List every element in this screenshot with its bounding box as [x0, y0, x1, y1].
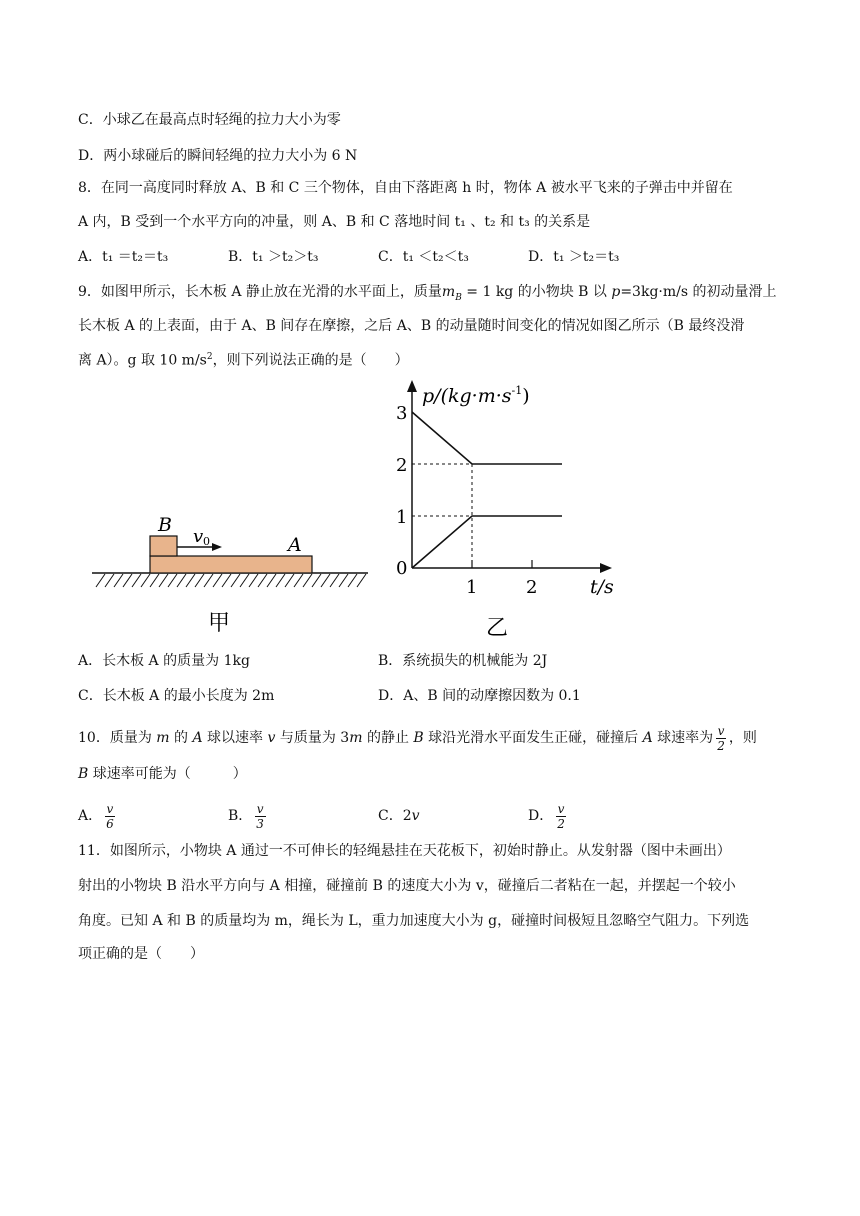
ground-hatch	[240, 574, 249, 587]
ground-hatch	[222, 574, 231, 587]
velocity-arrowhead	[212, 543, 222, 551]
ground-hatch	[150, 574, 159, 587]
y-tick-label-3: 3	[396, 403, 408, 424]
x-axis-label: t/s	[590, 576, 614, 598]
q10-option-a: A． $\frac{v}{6}$	[78, 801, 114, 831]
y-tick-label-1: 1	[396, 507, 408, 528]
q8-option-a: A．t₁ ＝t₂＝t₃	[78, 249, 169, 265]
x-tick-label-1: 1	[466, 577, 478, 598]
q8-option-d: D．t₁ ＞t₂＝t₃	[528, 249, 620, 265]
q10-stem-line2: B 球速率可能为（ ）	[78, 766, 247, 782]
ground-hatch	[168, 574, 177, 587]
q8-stem-line1: 8．在同一高度同时释放 A、B 和 C 三个物体，自由下落距离 h 时，物体 A 被水平飞来的子弹击中并留在	[78, 180, 733, 196]
y-axis-arrow	[407, 380, 417, 392]
q11-stem-line3: 角度。已知 A 和 B 的质量均为 m，绳长为 L，重力加速度大小为 g，碰撞时间极短且忽略空气阻力。下列选	[78, 913, 750, 929]
q11-stem-line2: 射出的小物块 B 沿水平方向与 A 相撞，碰撞前 B 的速度大小为 v，碰撞后二者粘在一起，并摆起一个较小	[78, 878, 736, 894]
q9-option-b: B．系统损失的机械能为 2J	[378, 653, 548, 669]
ground-hatch	[96, 574, 105, 587]
q10-option-d: D． $\frac{v}{2}$	[528, 801, 565, 831]
caption-yi: 乙	[486, 616, 509, 640]
ground-hatch	[231, 574, 240, 587]
label-a: A	[288, 534, 302, 556]
caption-jia: 甲	[208, 611, 231, 636]
ground-hatch	[303, 574, 312, 587]
y-axis-label: $p/(kg\cdot m\cdot s^{-1})$	[422, 384, 530, 407]
q7-option-d: D．两小球碰后的瞬间轻绳的拉力大小为 6 N	[78, 148, 358, 164]
ground-hatch	[159, 574, 168, 587]
q11-stem-line4: 项正确的是（ ）	[78, 946, 204, 962]
ground-hatch	[177, 574, 186, 587]
ground-hatch	[105, 574, 114, 587]
ground-hatch	[357, 574, 366, 587]
series-line-2	[412, 516, 562, 568]
ground-hatch	[114, 574, 123, 587]
block-b	[150, 536, 177, 556]
q10-option-c: C．2v	[378, 808, 420, 824]
ground-hatch	[330, 574, 339, 587]
figure-yi	[390, 378, 630, 640]
ground-hatch	[123, 574, 132, 587]
ground-hatch	[348, 574, 357, 587]
ground-hatch	[339, 574, 348, 587]
q8-stem-line2: A 内，B 受到一个水平方向的冲量，则 A、B 和 C 落地时间 t₁ 、t₂ 和 t₃ 的关系是	[78, 214, 591, 230]
q9-option-d: D．A、B 间的动摩擦因数为 0.1	[378, 688, 581, 704]
y-tick-label-2: 2	[396, 455, 408, 476]
label-b: B	[158, 514, 172, 536]
ground-hatch	[312, 574, 321, 587]
board-a	[150, 556, 312, 573]
label-v0: v	[193, 526, 204, 547]
q7-option-c: C．小球乙在最高点时轻绳的拉力大小为零	[78, 112, 341, 128]
label-v0-sub: 0	[203, 535, 210, 548]
x-axis-arrow	[600, 563, 612, 573]
q10-stem-line1: 10．质量为 m 的 A 球以速率 v 与质量为 3m 的静止 B 球沿光滑水平面发生正碰，碰撞后 A 球速率为 $\frac{v}{2}$ ，则	[78, 723, 757, 753]
series-line-1	[412, 412, 562, 464]
ground-hatch	[258, 574, 267, 587]
ground-hatch	[195, 574, 204, 587]
ground-hatch	[204, 574, 213, 587]
ground-hatch	[132, 574, 141, 587]
q11-stem-line1: 11．如图所示，小物块 A 通过一不可伸长的轻绳悬挂在天花板下，初始时静止。从发射器（图中未画出）	[78, 843, 731, 859]
ground-hatch	[186, 574, 195, 587]
q10-option-b: B． $\frac{v}{3}$	[228, 801, 264, 831]
ground-hatch	[321, 574, 330, 587]
ground-hatch	[141, 574, 150, 587]
origin-label: 0	[396, 558, 408, 579]
q9-option-a: A．长木板 A 的质量为 1kg	[78, 653, 250, 669]
ground-hatch	[276, 574, 285, 587]
q8-option-b: B．t₁ ＞t₂＞t₃	[228, 249, 319, 265]
ground-hatch	[249, 574, 258, 587]
x-tick-label-2: 2	[526, 577, 538, 598]
q9-option-c: C．长木板 A 的最小长度为 2m	[78, 688, 275, 704]
q9-stem-line1: 9．如图甲所示，长木板 A 静止放在光滑的水平面上，质量$m_B = 1$ kg 的小物块 B 以 p=3kg·m/s 的初动量滑上	[78, 284, 777, 303]
ground-hatch	[285, 574, 294, 587]
ground-hatch	[267, 574, 276, 587]
ground-hatch	[213, 574, 222, 587]
ground-hatch	[294, 574, 303, 587]
q9-stem-line3: 离 A）。g 取 10 $m/s^2$，则下列说法正确的是（ ）	[78, 352, 409, 369]
figure-jia	[88, 505, 378, 640]
q9-stem-line2: 长木板 A 的上表面，由于 A、B 间存在摩擦，之后 A、B 的动量随时间变化的情况如图乙所示（B 最终没滑	[78, 318, 745, 334]
q8-option-c: C．t₁ ＜t₂＜t₃	[378, 249, 469, 265]
